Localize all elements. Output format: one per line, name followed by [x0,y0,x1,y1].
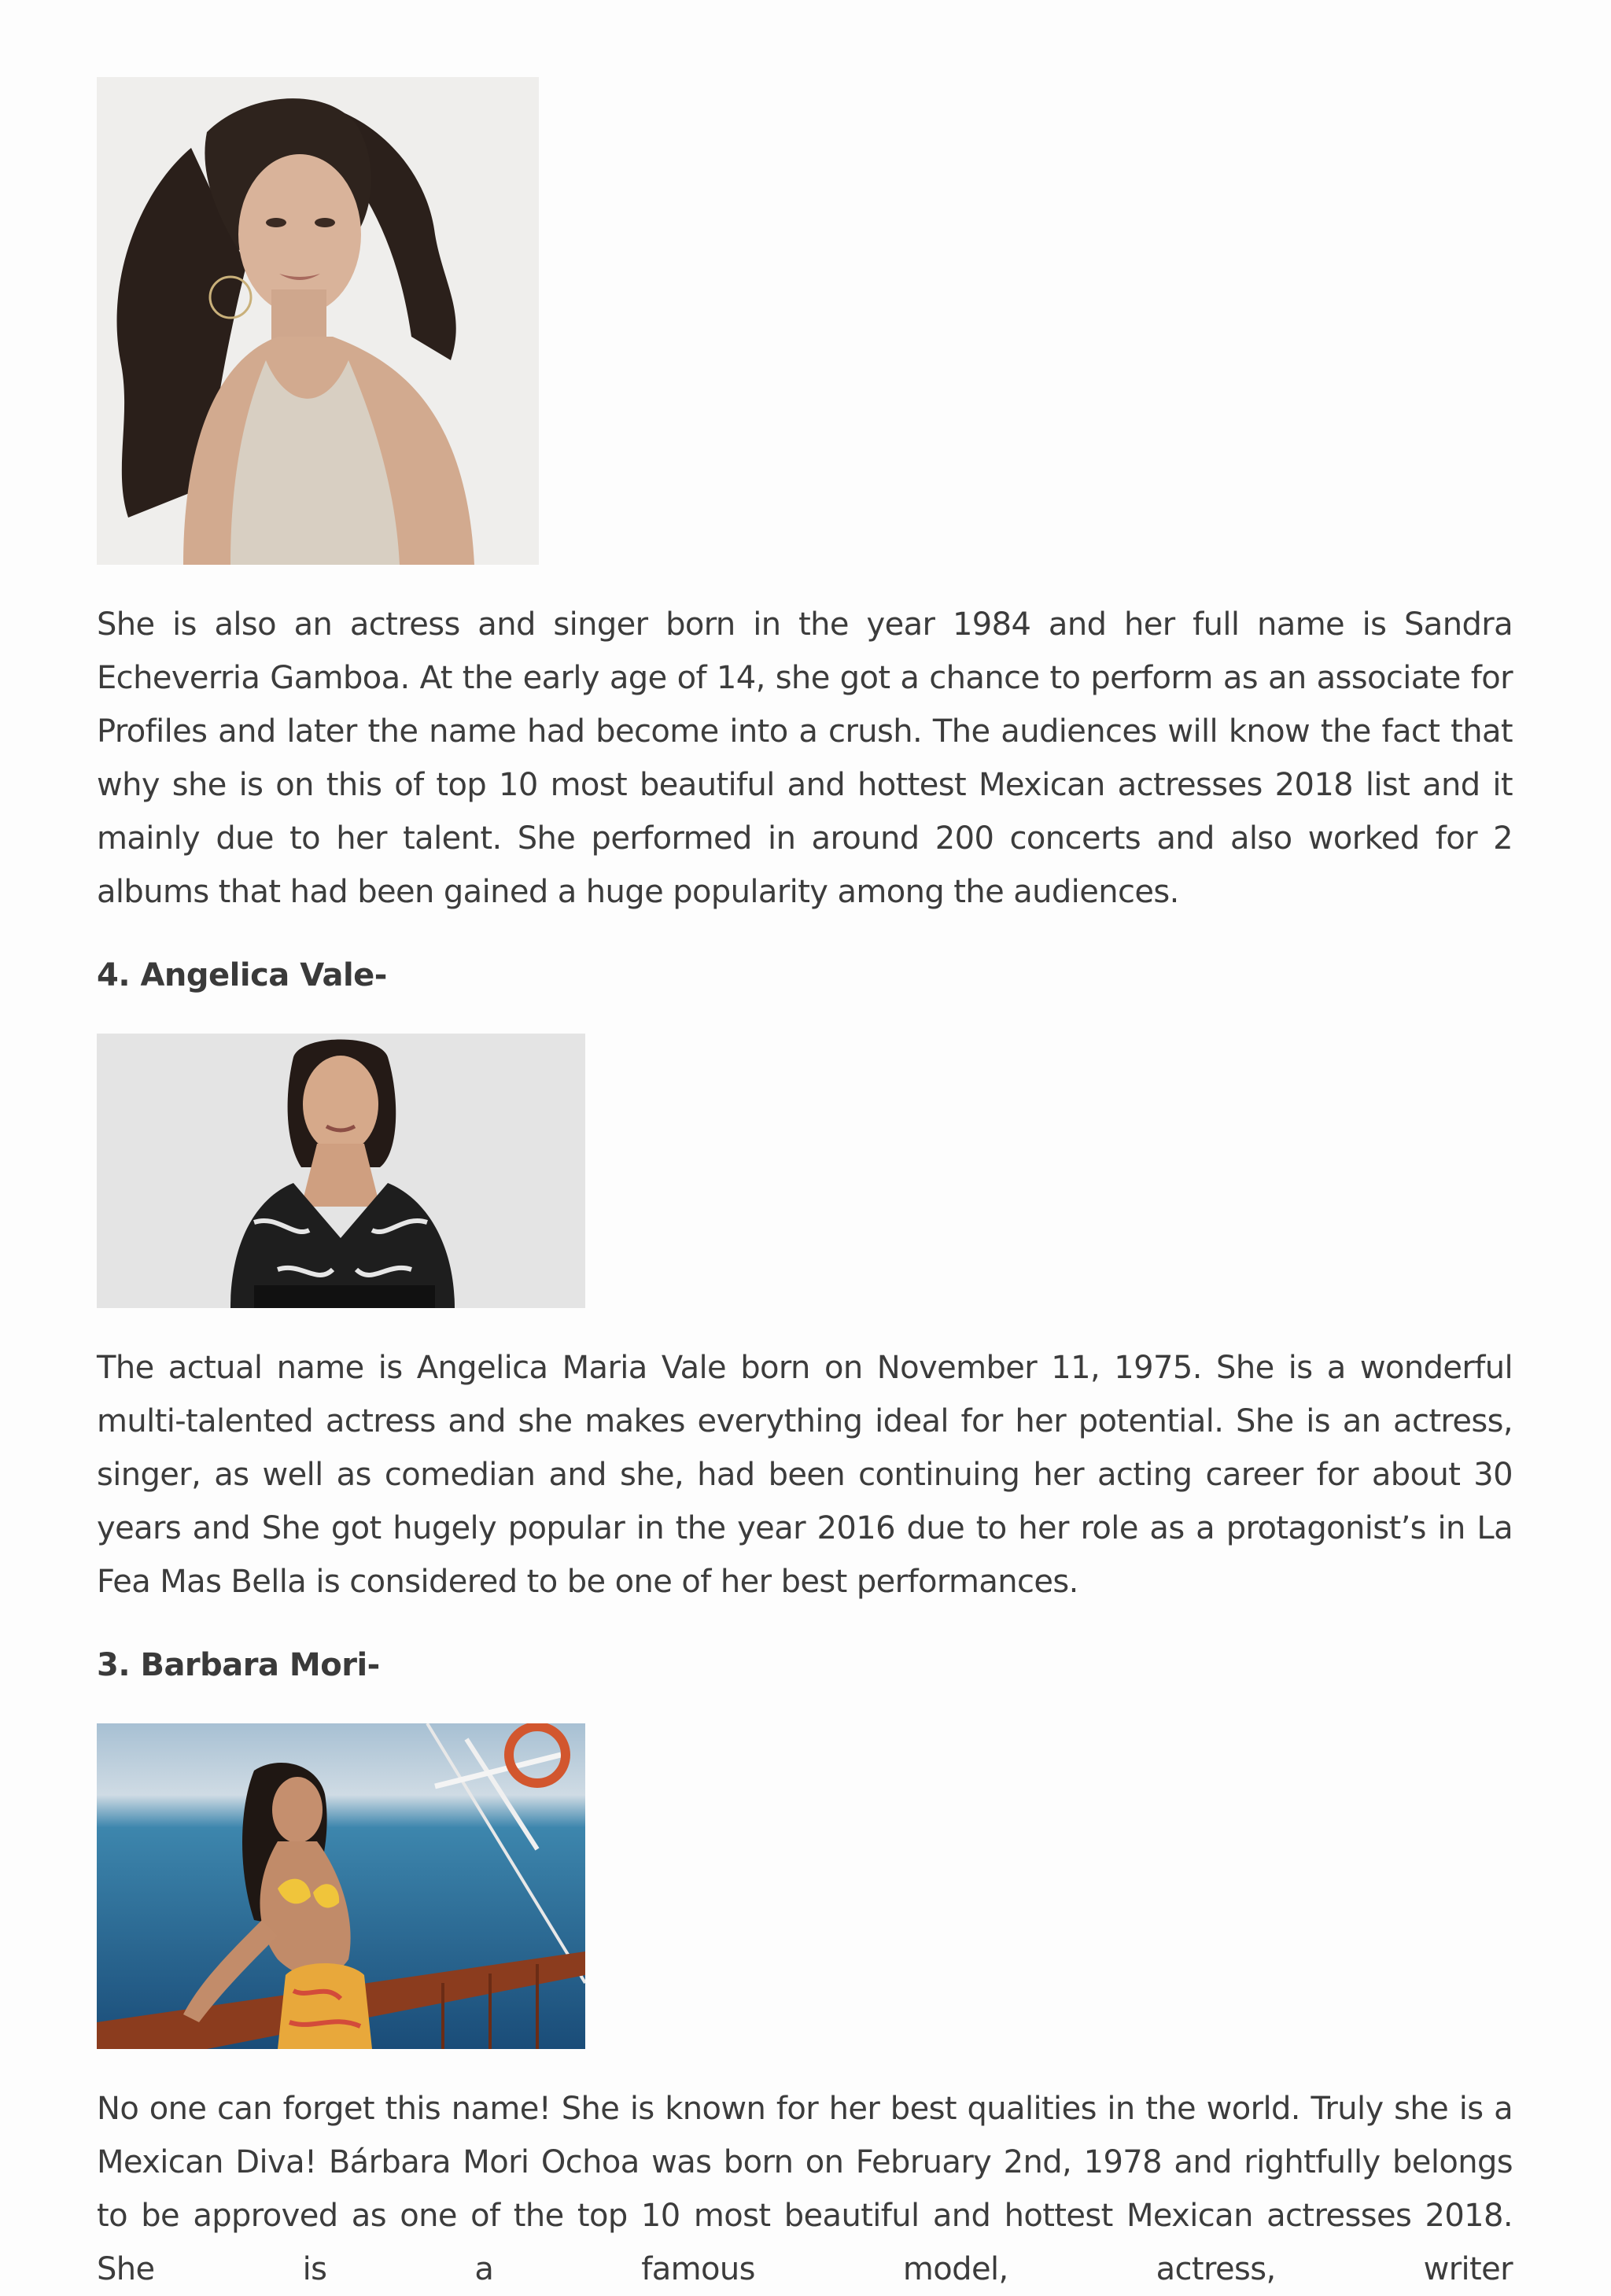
paragraph-barbara-mori: No one can forget this name! She is known for her best qualities in the world. Truly she is a Mexican Diva! Bárbara Mori Ochoa was born on February 2nd, 1978 and rightfully belongs to be approved as one of the top 10 most beautiful and hottest Mexican actresses 2018. She is a famous model, actress, writer [97,2091,1513,2287]
heading-angelica-vale: 4. Angelica Vale- [97,957,387,993]
paragraph-sandra-echeverria: She is also an actress and singer born in the year 1984 and her full name is Sandra Echeverria Gamboa. At the early age of 14, she got a chance to perform as an associate for Profiles and later the name had become into a crush. The audiences will know the fact that why she is on this of top 10 most beautiful and hottest Mexican actresses 2018 list and it mainly due to her talent. She performed in around 200 concerts and also worked for 2 albums that had been gained a huge popularity among the audiences. [97,606,1513,910]
actress-photo-barbara-mori [97,1723,585,2049]
article-body [97,77,1513,2296]
paragraph-angelica-vale: The actual name is Angelica Maria Vale born on November 11, 1975. She is a wonderful multi-talented actress and she makes everything ideal for her potential. She is an actress, singer, as well as comedian and she, had been continuing her acting career for about 30 years and She got hugely popular in the year 2016 due to her role as a protagonist’s in La Fea Mas Bella is considered to be one of her best performances. [97,1350,1513,1600]
actress-photo-angelica-vale [97,1034,585,1308]
actress-photo-sandra-echeverria [97,77,539,565]
heading-barbara-mori: 3. Barbara Mori- [97,1647,380,1683]
